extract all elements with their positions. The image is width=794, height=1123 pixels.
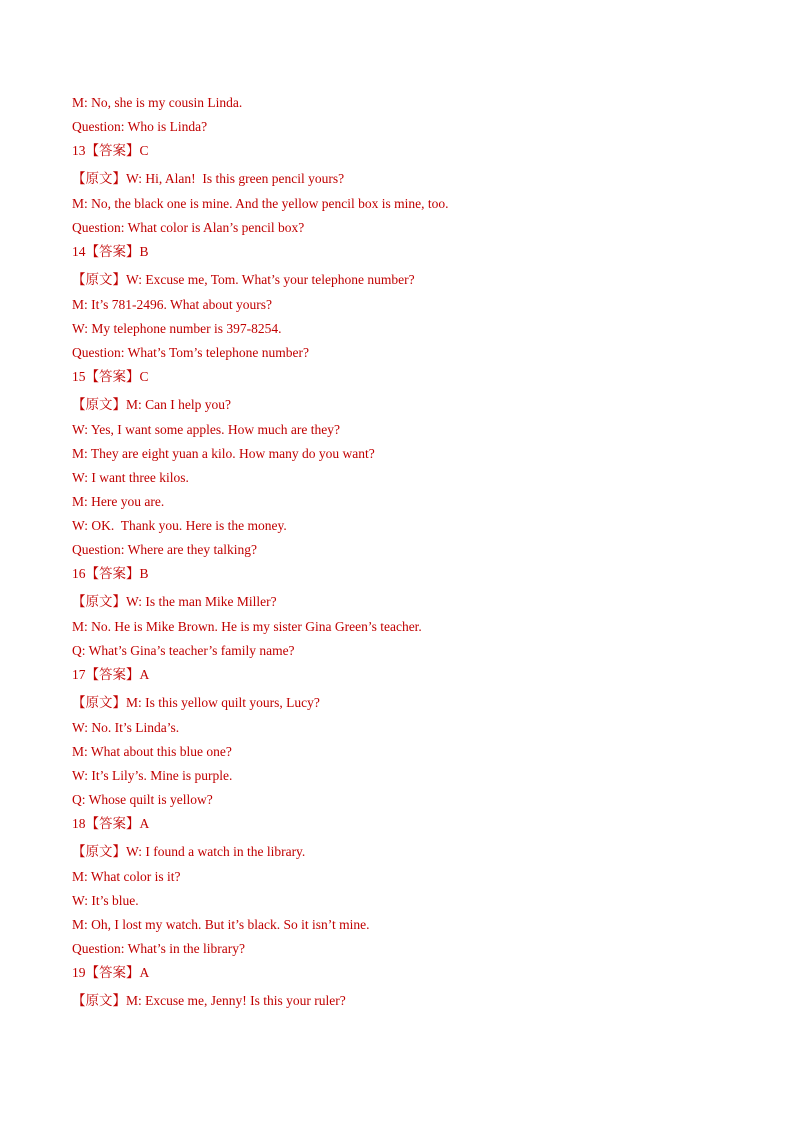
answer-heading: 18【答案】A (72, 816, 150, 831)
text-line: W: Yes, I want some apples. How much are they? (72, 422, 340, 437)
text-line: M: They are eight yuan a kilo. How many do you want? (72, 446, 375, 461)
answer-heading: 13【答案】C (72, 143, 149, 158)
transcript-heading: 【原文】W: Hi, Alan! Is this green pencil yours? (72, 171, 345, 186)
transcript-heading: 【原文】W: I found a watch in the library. (72, 844, 306, 859)
text-line: Question: What’s Tom’s telephone number? (72, 345, 310, 360)
text-line: M: No, the black one is mine. And the yellow pencil box is mine, too. (72, 196, 449, 211)
text-line: Q: What’s Gina’s teacher’s family name? (72, 643, 295, 658)
answer-heading: 14【答案】B (72, 244, 149, 259)
transcript-heading: 【原文】M: Excuse me, Jenny! Is this your ruler? (72, 993, 346, 1008)
text-line: W: It’s Lily’s. Mine is purple. (72, 768, 233, 783)
text-line: Question: Who is Linda? (72, 119, 208, 134)
text-line: Q: Whose quilt is yellow? (72, 792, 213, 807)
text-line: Question: What color is Alan’s pencil box? (72, 220, 305, 235)
text-line: W: OK. Thank you. Here is the money. (72, 518, 287, 533)
text-line: M: No, she is my cousin Linda. (72, 95, 243, 110)
text-line: W: I want three kilos. (72, 470, 189, 485)
text-line: Question: Where are they talking? (72, 542, 257, 557)
transcript-heading: 【原文】M: Is this yellow quilt yours, Lucy? (72, 695, 320, 710)
transcript-heading: 【原文】W: Excuse me, Tom. What’s your telephone number? (72, 272, 415, 287)
text-line: M: What about this blue one? (72, 744, 232, 759)
text-line: W: No. It’s Linda’s. (72, 720, 180, 735)
transcript-heading: 【原文】W: Is the man Mike Miller? (72, 594, 277, 609)
transcript-text (72, 91, 752, 1014)
text-line: W: My telephone number is 397-8254. (72, 321, 282, 336)
transcript-heading: 【原文】M: Can I help you? (72, 397, 231, 412)
answer-heading: 16【答案】B (72, 566, 149, 581)
text-line: M: Here you are. (72, 494, 165, 509)
text-line: W: It’s blue. (72, 893, 139, 908)
text-line: M: Oh, I lost my watch. But it’s black. So it isn’t mine. (72, 917, 370, 932)
text-line: M: It’s 781-2496. What about yours? (72, 297, 272, 312)
text-line: M: No. He is Mike Brown. He is my sister Gina Green’s teacher. (72, 619, 422, 634)
answer-heading: 15【答案】C (72, 369, 149, 384)
text-line: M: What color is it? (72, 869, 181, 884)
answer-heading: 17【答案】A (72, 667, 150, 682)
text-line: Question: What’s in the library? (72, 941, 245, 956)
answer-heading: 19【答案】A (72, 965, 150, 980)
